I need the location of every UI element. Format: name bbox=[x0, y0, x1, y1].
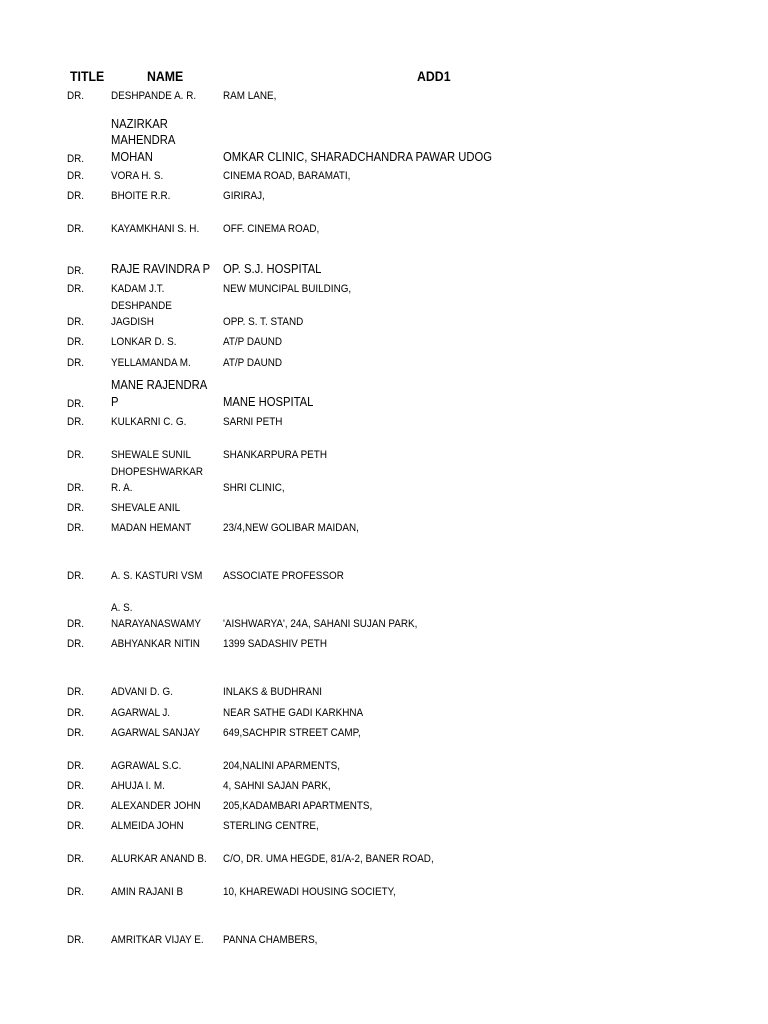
row-name: ABHYANKAR NITIN bbox=[111, 638, 200, 650]
row-name: A. S. KASTURI VSM bbox=[111, 570, 203, 582]
row-add1: SARNI PETH bbox=[223, 416, 283, 428]
row-add1: MANE HOSPITAL bbox=[223, 394, 314, 409]
row-name: SHEVALE ANIL bbox=[111, 502, 181, 514]
row-name: DESHPANDE JAGDISH bbox=[111, 300, 172, 328]
row-name: KADAM J.T. bbox=[111, 283, 165, 295]
row-add1: ASSOCIATE PROFESSOR bbox=[223, 570, 344, 582]
row-add1: OPP. S. T. STAND bbox=[223, 316, 304, 328]
header-title: TITLE bbox=[70, 68, 105, 84]
row-name: ALMEIDA JOHN bbox=[111, 820, 184, 832]
row-title: DR. bbox=[67, 760, 85, 772]
row-add1: 23/4,NEW GOLIBAR MAIDAN, bbox=[223, 522, 359, 534]
row-title: DR. bbox=[67, 780, 85, 792]
row-name: AMRITKAR VIJAY E. bbox=[111, 934, 204, 946]
row-add1: C/O, DR. UMA HEGDE, 81/A-2, BANER ROAD, bbox=[223, 853, 434, 865]
row-title: DR. bbox=[67, 800, 85, 812]
row-title: DR. bbox=[67, 223, 85, 235]
row-title: DR. bbox=[67, 449, 85, 461]
row-name: MANE RAJENDRA P bbox=[111, 378, 208, 409]
row-title: DR. bbox=[67, 316, 85, 328]
row-title: DR. bbox=[67, 190, 85, 202]
row-name: YELLAMANDA M. bbox=[111, 357, 191, 369]
row-name: VORA H. S. bbox=[111, 170, 164, 182]
row-add1: SHRI CLINIC, bbox=[223, 482, 285, 494]
row-title: DR. bbox=[67, 853, 85, 865]
row-add1: OFF. CINEMA ROAD, bbox=[223, 223, 320, 235]
header-add1: ADD1 bbox=[417, 68, 451, 84]
row-name: RAJE RAVINDRA P bbox=[111, 261, 211, 276]
row-add1: NEAR SATHE GADI KARKHNA bbox=[223, 707, 364, 719]
row-name: AHUJA I. M. bbox=[111, 780, 165, 792]
row-name: A. S. NARAYANASWAMY bbox=[111, 602, 202, 630]
row-name: KULKARNI C. G. bbox=[111, 416, 187, 428]
row-add1: PANNA CHAMBERS, bbox=[223, 934, 318, 946]
row-add1: STERLING CENTRE, bbox=[223, 820, 319, 832]
row-add1: 4, SAHNI SAJAN PARK, bbox=[223, 780, 331, 792]
row-add1: OMKAR CLINIC, SHARADCHANDRA PAWAR UDOG bbox=[223, 149, 493, 164]
row-name: BHOITE R.R. bbox=[111, 190, 171, 202]
row-name: MADAN HEMANT bbox=[111, 522, 192, 534]
row-title: DR. bbox=[67, 727, 85, 739]
row-name: DHOPESHWARKAR R. A. bbox=[111, 466, 204, 494]
row-name: LONKAR D. S. bbox=[111, 336, 177, 348]
row-title: DR. bbox=[67, 170, 85, 182]
row-add1: INLAKS & BUDHRANI bbox=[223, 686, 323, 698]
row-title: DR. bbox=[67, 522, 85, 534]
table-row bbox=[0, 888, 768, 948]
row-add1: 10, KHAREWADI HOUSING SOCIETY, bbox=[223, 886, 396, 898]
row-add1: GIRIRAJ, bbox=[223, 190, 265, 202]
row-name: SHEWALE SUNIL bbox=[111, 449, 191, 461]
row-name: AGARWAL SANJAY bbox=[111, 727, 201, 739]
row-add1: AT/P DAUND bbox=[223, 357, 283, 369]
row-title: DR. bbox=[67, 707, 85, 719]
row-add1: 205,KADAMBARI APARTMENTS, bbox=[223, 800, 373, 812]
row-title: DR. bbox=[67, 638, 85, 650]
row-title: DR. bbox=[67, 265, 85, 277]
row-name: AGRAWAL S.C. bbox=[111, 760, 182, 772]
row-add1: 204,NALINI APARMENTS, bbox=[223, 760, 341, 772]
row-add1: CINEMA ROAD, BARAMATI, bbox=[223, 170, 351, 182]
row-name: NAZIRKAR MAHENDRA MOHAN bbox=[111, 116, 176, 164]
row-title: DR. bbox=[67, 90, 85, 102]
row-title: DR. bbox=[67, 570, 85, 582]
row-name: AGARWAL J. bbox=[111, 707, 171, 719]
row-title: DR. bbox=[67, 618, 85, 630]
row-add1: NEW MUNCIPAL BUILDING, bbox=[223, 283, 352, 295]
row-name: KAYAMKHANI S. H. bbox=[111, 223, 200, 235]
row-title: DR. bbox=[67, 820, 85, 832]
row-title: DR. bbox=[67, 686, 85, 698]
row-add1: AT/P DAUND bbox=[223, 336, 283, 348]
row-name: ADVANI D. G. bbox=[111, 686, 173, 698]
row-name: DESHPANDE A. R. bbox=[111, 90, 197, 102]
row-add1: OP. S.J. HOSPITAL bbox=[223, 261, 322, 276]
row-add1: 1399 SADASHIV PETH bbox=[223, 638, 328, 650]
row-title: DR. bbox=[67, 502, 85, 514]
header-name: NAME bbox=[147, 68, 184, 84]
row-name: ALURKAR ANAND B. bbox=[111, 853, 207, 865]
row-title: DR. bbox=[67, 398, 85, 410]
row-title: DR. bbox=[67, 934, 85, 946]
row-title: DR. bbox=[67, 153, 85, 165]
row-add1: RAM LANE, bbox=[223, 90, 277, 102]
row-title: DR. bbox=[67, 283, 85, 295]
row-add1: SHANKARPURA PETH bbox=[223, 449, 327, 461]
row-name: AMIN RAJANI B bbox=[111, 886, 184, 898]
row-title: DR. bbox=[67, 482, 85, 494]
row-name: ALEXANDER JOHN bbox=[111, 800, 201, 812]
table-row bbox=[0, 44, 768, 104]
row-add1: 649,SACHPIR STREET CAMP, bbox=[223, 727, 361, 739]
row-title: DR. bbox=[67, 416, 85, 428]
row-add1: 'AISHWARYA', 24A, SAHANI SUJAN PARK, bbox=[223, 618, 418, 630]
row-title: DR. bbox=[67, 886, 85, 898]
row-title: DR. bbox=[67, 357, 85, 369]
row-title: DR. bbox=[67, 336, 85, 348]
